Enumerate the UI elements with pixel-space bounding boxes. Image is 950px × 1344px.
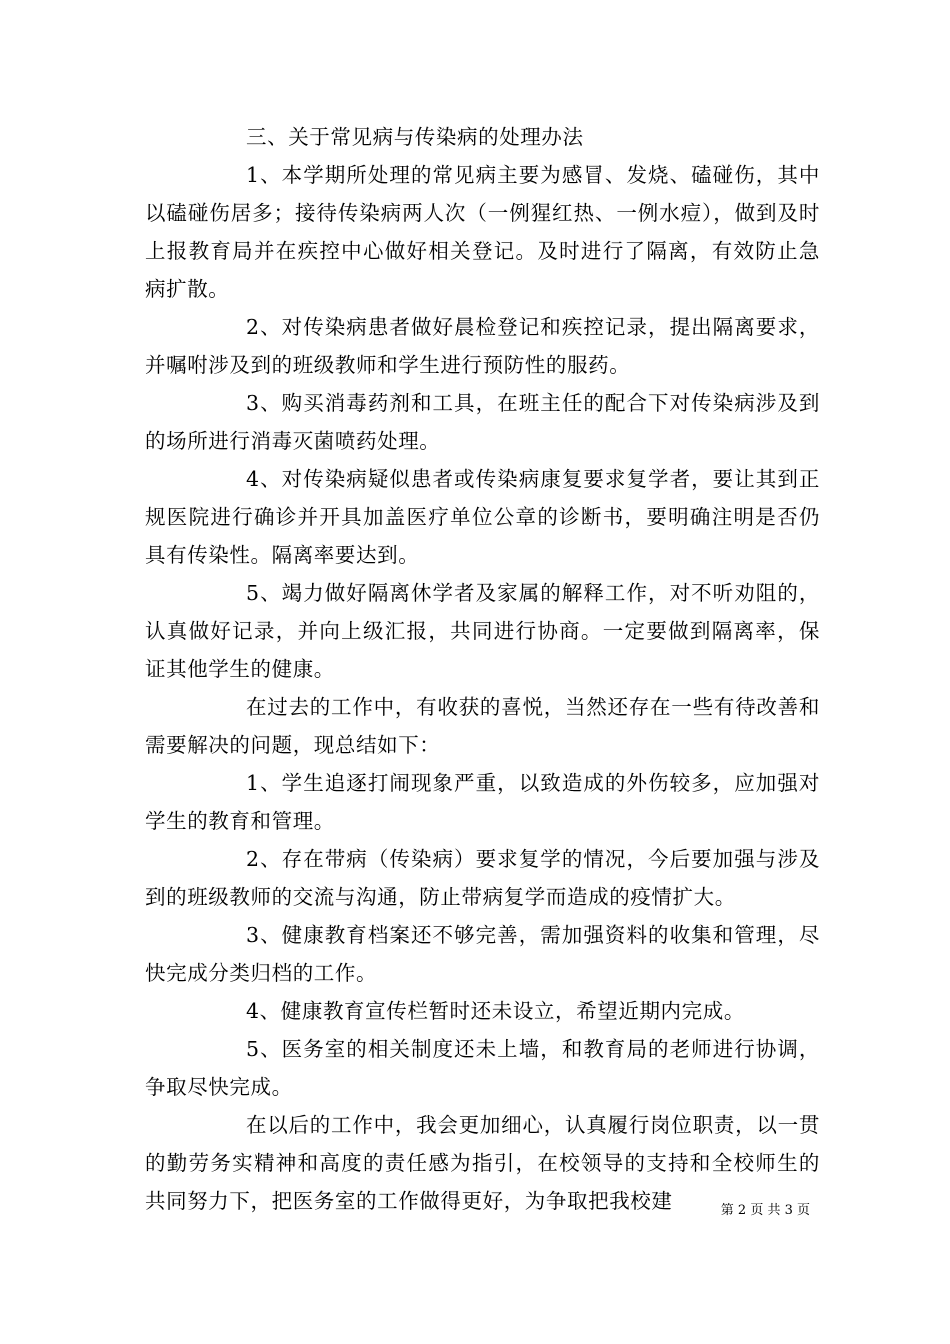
paragraph-2: 2、对传染病患者做好晨检登记和疾控记录，提出隔离要求，并嘱咐涉及到的班级教师和学生进行预防性的服药。: [145, 315, 820, 377]
paragraph-1: 1、本学期所处理的常见病主要为感冒、发烧、磕碰伤，其中以磕碰伤居多；接待传染病两人次（一例猩红热、一例水痘），做到及时上报教育局并在疾控中心做好相关登记。及时进行了隔离，有效防止急病扩散。: [145, 163, 820, 301]
paragraph-closing: 在以后的工作中，我会更加细心，认真履行岗位职责，以一贯的勤劳务实精神和高度的责任感为指引，在校领导的支持和全校师生的共同努力下，把医务室的工作做得更好，为争取把我校建: [145, 1113, 820, 1213]
document-body: [145, 118, 820, 1220]
paragraph-3: 3、购买消毒药剂和工具，在班主任的配合下对传染病涉及到的场所进行消毒灭菌喷药处理。: [145, 391, 820, 453]
paragraph-4: 4、对传染病疑似患者或传染病康复要求复学者，要让其到正规医院进行确诊并开具加盖医疗单位公章的诊断书，要明确注明是否仍具有传染性。隔离率要达到。: [145, 467, 820, 567]
paragraph-issue-1: 1、学生追逐打闹现象严重，以致造成的外伤较多，应加强对学生的教育和管理。: [145, 771, 820, 833]
paragraph-issue-3: 3、健康教育档案还不够完善，需加强资料的收集和管理，尽快完成分类归档的工作。: [145, 923, 820, 985]
paragraph-issue-5: 5、医务室的相关制度还未上墙，和教育局的老师进行协调，争取尽快完成。: [145, 1037, 820, 1099]
section-heading: 三、关于常见病与传染病的处理办法: [246, 125, 584, 149]
paragraph-5: 5、竭力做好隔离休学者及家属的解释工作，对不听劝阻的，认真做好记录，并向上级汇报，共同进行协商。一定要做到隔离率，保证其他学生的健康。: [145, 581, 820, 681]
paragraph-issue-4: 4、健康教育宣传栏暂时还未设立，希望近期内完成。: [246, 999, 745, 1023]
page-number-footer: 第 2 页 共 3 页: [720, 1203, 810, 1218]
paragraph-issue-2: 2、存在带病（传染病）要求复学的情况，今后要加强与涉及到的班级教师的交流与沟通，防止带病复学而造成的疫情扩大。: [145, 847, 820, 909]
paragraph-summary-intro: 在过去的工作中，有收获的喜悦，当然还存在一些有待改善和需要解决的问题，现总结如下：: [145, 695, 820, 757]
